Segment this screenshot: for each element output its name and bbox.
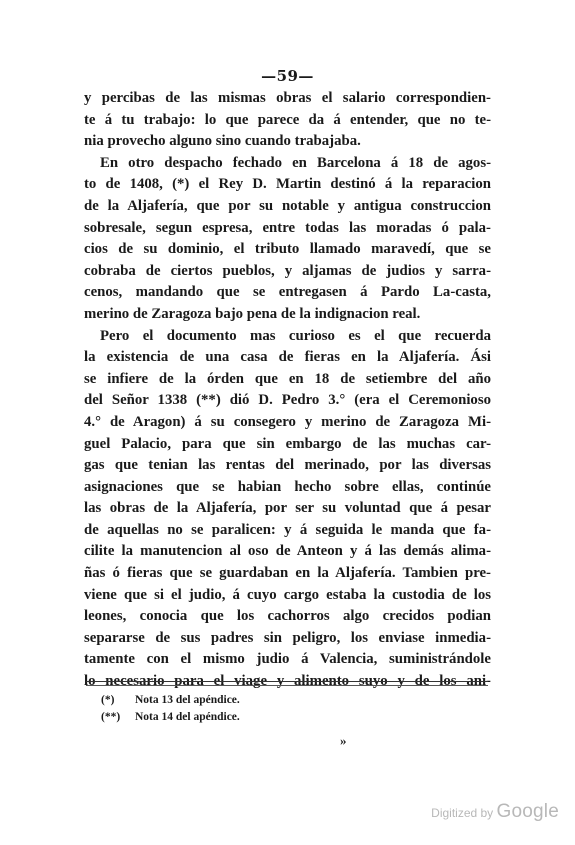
footnote-divider [86,681,488,682]
signature-mark: » [340,733,347,748]
text-line: En otro despacho fechado en Barcelona á 18 de agos- [100,154,491,171]
text-line: to de 1408, (*) el Rey D. Martin destinó á la reparacion [84,176,491,193]
page-number: —59— [261,67,314,85]
text-line: leones, conocia que los cachorros algo crecidos podian [84,608,491,625]
footnote-mark: (**) [101,710,121,723]
text-line: y percibas de las mismas obras el salario correspondien- [84,90,491,106]
text-line: la existencia de una casa de fieras en la Aljafería. Ási [84,349,491,366]
text-line: cobraba de ciertos pueblos, y aljamas de judios y sarra- [84,262,491,279]
footnote [101,692,240,709]
text-line: separarse de sus padres sin peligro, los enviase inmedia- [84,629,491,646]
text-line: viene que si el judio, á cuyo cargo estaba la custodia de los [84,586,491,603]
digitized-watermark [431,801,559,823]
text-line: sobresale, segun espresa, entre todas las moradas ó pala- [84,219,491,236]
text-line: de la Aljafería, que por su notable y antigua construccion [84,197,491,214]
text-line: cilite la manutencion al oso de Anteon y á las demás alima- [84,543,491,560]
text-line: merino de Zaragoza bajo pena de la indignacion real. [84,305,421,322]
text-line: tamente con el mismo judio á Valencia, suministrándole [84,651,491,668]
watermark-prefix: Digitized by [431,806,497,820]
text-line: Pero el documento mas curioso es el que recuerda [100,327,491,344]
text-line: 4.° de Aragon) á su consegero y merino de Zaragoza Mi- [84,413,491,430]
body-text [84,88,491,693]
text-line: cios de su dominio, el tributo llamado maravedí, que se [84,241,491,258]
footnote-mark: (*) [101,694,115,706]
footnotes [101,692,240,725]
footnote-text: Nota 13 del apéndice. [135,694,240,706]
text-line: te á tu trabajo: lo que parece da á entender, que no te- [84,111,491,128]
text-line: de aquellas no se paralicen: y á seguida le manda que fa- [84,521,491,538]
text-line: asignaciones que se habian hecho sobre ellas, continúe [84,478,491,495]
google-logo-text: Google [496,801,559,822]
text-line: del Señor 1338 (**) dió D. Pedro 3.° (era el Ceremonioso [84,392,491,409]
text-line: las obras de la Aljafería, por ser su voluntad que á pesar [84,500,491,517]
footnote [101,709,240,726]
footnote-text: Nota 14 del apéndice. [135,710,240,723]
text-line: guel Palacio, para que sin embargo de las muchas car- [84,435,491,452]
text-line: lo necesario para el viage y alimento suyo y de los ani- [84,673,491,690]
text-line: cenos, mandando que se entregasen á Pardo La-casta, [84,284,491,301]
text-line: se infiere de la órden que en 18 de setiembre del año [84,370,491,387]
text-line: gas que tenian las rentas del merinado, por las diversas [84,457,491,474]
text-line: nia provecho alguno sino cuando trabajaba. [84,133,361,150]
text-line: ñas ó fieras que se guardaban en la Aljafería. Tambien pre- [84,565,491,582]
